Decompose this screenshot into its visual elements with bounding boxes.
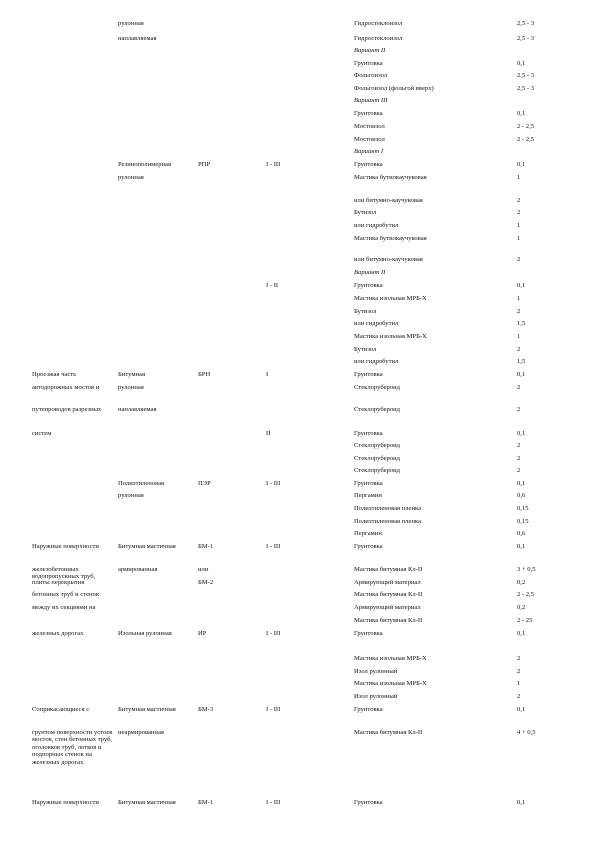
code-cell: или: [198, 566, 209, 573]
thickness-cell: 2,5 - 3: [517, 72, 535, 79]
layer-material-cell: Мастика битумная Кл-II: [354, 566, 423, 573]
table-row: [0, 729, 595, 766]
layer-material-cell: Мастика бутилкаучуковая: [354, 235, 427, 242]
thickness-cell: 0,2: [517, 604, 526, 611]
insulation-type-cell: Битумная мастичная: [118, 706, 176, 713]
thickness-cell: 3 + 0,5: [517, 566, 536, 573]
table-row: [0, 110, 595, 122]
category-cell: I - III: [266, 480, 281, 487]
thickness-cell: 1: [517, 235, 521, 242]
layer-material-cell: Мастика битумная Кл-II: [354, 729, 423, 736]
thickness-cell: 0,1: [517, 480, 526, 487]
table-row: [0, 706, 595, 718]
layer-material-cell: Полиэтиленовая пленка: [354, 505, 422, 512]
layer-material-cell: Грунтовка: [354, 543, 383, 550]
thickness-cell: 0,1: [517, 110, 526, 117]
table-row: [0, 505, 595, 517]
table-row: [0, 256, 595, 268]
layer-material-cell: Грунтовка: [354, 630, 383, 637]
thickness-cell: 2: [517, 693, 521, 700]
layer-material-cell: или битумно-каучуковая: [354, 256, 423, 263]
table-row: [0, 148, 595, 160]
insulation-type-cell: Битумная мастичная: [118, 799, 176, 806]
thickness-cell: 0,1: [517, 543, 526, 550]
table-row: [0, 604, 595, 616]
layer-material-cell: Мастика бутилкаучуковая: [354, 174, 427, 181]
category-cell: II: [266, 430, 271, 437]
layer-material-cell: Армирующий материал: [354, 579, 421, 586]
table-row: [0, 566, 595, 581]
table-row: [0, 269, 595, 281]
table-row: [0, 346, 595, 358]
thickness-cell: 0,1: [517, 282, 526, 289]
layer-material-cell: Мастика изольная МРБ-Х: [354, 680, 427, 687]
thickness-cell: 2,5 - 3: [517, 35, 535, 42]
insulation-type-cell: наплавляемая: [118, 406, 157, 413]
layer-material-cell: или гидробутил: [354, 222, 399, 229]
layer-material-cell: Полиэтиленовая пленка: [354, 518, 422, 525]
table-row: [0, 308, 595, 320]
thickness-cell: 0,6: [517, 492, 526, 499]
table-row: [0, 136, 595, 148]
table-row: [0, 693, 595, 705]
thickness-cell: 1: [517, 333, 521, 340]
layer-material-cell: Стеклорубероид: [354, 406, 401, 413]
layer-material-cell: Мастика битумная Кл-II: [354, 617, 423, 624]
layer-material-cell: Вариант II: [354, 269, 386, 276]
surface-cell: автодорожных мостов и: [32, 384, 100, 391]
layer-material-cell: Грунтовка: [354, 161, 383, 168]
table-row: [0, 209, 595, 221]
layer-material-cell: или гидробутил: [354, 358, 399, 365]
table-row: [0, 799, 595, 811]
thickness-cell: 2: [517, 384, 521, 391]
insulation-type-cell: рулонная: [118, 384, 144, 391]
thickness-cell: 1: [517, 222, 521, 229]
table-row: [0, 72, 595, 84]
thickness-cell: 0,1: [517, 161, 526, 168]
thickness-cell: 0,1: [517, 630, 526, 637]
thickness-cell: 2: [517, 256, 521, 263]
category-cell: I - III: [266, 799, 281, 806]
table-row: [0, 591, 595, 603]
layer-material-cell: Грунтовка: [354, 60, 383, 67]
table-row: [0, 480, 595, 492]
layer-material-cell: Мастика изольная МРБ-Х: [354, 333, 427, 340]
insulation-type-cell: армированная: [118, 566, 158, 573]
table-row: [0, 617, 595, 629]
thickness-cell: 2: [517, 197, 521, 204]
layer-material-cell: Пергамин: [354, 530, 382, 537]
layer-material-cell: Вариант III: [354, 97, 388, 104]
layer-material-cell: Мастика изольная МРБ-Х: [354, 295, 427, 302]
insulation-type-cell: Битумная мастичная: [118, 543, 176, 550]
thickness-cell: 2 - 2,5: [517, 136, 535, 143]
table-row: [0, 430, 595, 442]
layer-material-cell: Вариант II: [354, 47, 386, 54]
layer-material-cell: Мастика битумная Кл-II: [354, 591, 423, 598]
layer-material-cell: Армирующий материал: [354, 604, 421, 611]
thickness-cell: 4 + 0,5: [517, 729, 536, 736]
layer-material-cell: Грунтовка: [354, 480, 383, 487]
category-cell: I: [266, 371, 269, 378]
surface-cell: грунтом поверхности устоев мостов, стен бетонных труб, оголовков труб, лотков и подпорных стенок на железных дорогах: [32, 729, 113, 766]
surface-cell: Наружные поверхности: [32, 799, 99, 806]
insulation-type-cell: Изольная рулонная: [118, 630, 172, 637]
surface-cell: путепроводов разрезных: [32, 406, 102, 413]
surface-cell: железных дорогах: [32, 630, 84, 637]
thickness-cell: 1,5: [517, 320, 526, 327]
thickness-cell: 2 - 25: [517, 617, 533, 624]
table-row: [0, 655, 595, 667]
layer-material-cell: Вариант I: [354, 148, 384, 155]
thickness-cell: 2 - 2,5: [517, 123, 535, 130]
table-row: [0, 630, 595, 642]
table-row: [0, 47, 595, 59]
table-row: [0, 518, 595, 530]
table-row: [0, 467, 595, 479]
surface-cell: Проезжая часть: [32, 371, 77, 378]
table-row: [0, 295, 595, 307]
table-row: [0, 60, 595, 72]
surface-cell: между их секциями на: [32, 604, 96, 611]
thickness-cell: 2: [517, 209, 521, 216]
thickness-cell: 2: [517, 346, 521, 353]
surface-cell: Соприкасающиеся с: [32, 706, 90, 713]
layer-material-cell: Бутизол: [354, 346, 377, 353]
layer-material-cell: Грунтовка: [354, 430, 383, 437]
thickness-cell: 2: [517, 442, 521, 449]
layer-material-cell: Грунтовка: [354, 799, 383, 806]
surface-cell: плиты перекрытия: [32, 579, 85, 586]
layer-material-cell: Стеклорубероид: [354, 442, 401, 449]
table-row: [0, 333, 595, 345]
table-row: [0, 358, 595, 370]
surface-cell: Наружные поверхности: [32, 543, 99, 550]
layer-material-cell: или битумно-каучуковая: [354, 197, 423, 204]
layer-material-cell: Мостоизол: [354, 136, 385, 143]
thickness-cell: 2,5 - 3: [517, 20, 535, 27]
table-row: [0, 543, 595, 555]
thickness-cell: 1: [517, 174, 521, 181]
category-cell: I - III: [266, 706, 281, 713]
insulation-type-cell: рулонная: [118, 492, 144, 499]
code-cell: БМ-2: [198, 579, 214, 586]
table-row: [0, 85, 595, 97]
table-row: [0, 20, 595, 32]
code-cell: РПР: [198, 161, 211, 168]
thickness-cell: 1,5: [517, 358, 526, 365]
layer-material-cell: Стеклорубероид: [354, 384, 401, 391]
thickness-cell: 1: [517, 295, 521, 302]
code-cell: ПЭР: [198, 480, 211, 487]
table-row: [0, 406, 595, 418]
table-row: [0, 35, 595, 47]
layer-material-cell: Гидростеклоизол: [354, 20, 403, 27]
thickness-cell: 2: [517, 668, 521, 675]
category-cell: I - III: [266, 161, 281, 168]
thickness-cell: 0,15: [517, 505, 529, 512]
layer-material-cell: Изол рулонный: [354, 668, 398, 675]
insulation-type-cell: наплавляемая: [118, 35, 157, 42]
thickness-cell: 2: [517, 406, 521, 413]
layer-material-cell: Мостоизол: [354, 123, 385, 130]
table-row: [0, 320, 595, 332]
thickness-cell: 1: [517, 680, 521, 687]
category-cell: I - III: [266, 630, 281, 637]
table-row: [0, 442, 595, 454]
surface-cell: систем: [32, 430, 52, 437]
table-row: [0, 282, 595, 294]
layer-material-cell: Гидростеклоизол: [354, 35, 403, 42]
table-row: [0, 530, 595, 542]
thickness-cell: 0,1: [517, 799, 526, 806]
table-row: [0, 371, 595, 383]
layer-material-cell: Грунтовка: [354, 282, 383, 289]
thickness-cell: 2: [517, 455, 521, 462]
layer-material-cell: Бутизол: [354, 209, 377, 216]
layer-material-cell: Изол рулонный: [354, 693, 398, 700]
table-row: [0, 668, 595, 680]
thickness-cell: 0,2: [517, 579, 526, 586]
table-row: [0, 97, 595, 109]
table-row: [0, 123, 595, 135]
thickness-cell: 2 - 2,5: [517, 591, 535, 598]
table-row: [0, 174, 595, 186]
insulation-type-cell: рулонная: [118, 174, 144, 181]
insulation-type-cell: неармированная: [118, 729, 164, 736]
code-cell: ИР: [198, 630, 207, 637]
thickness-cell: 0,1: [517, 371, 526, 378]
table-row: [0, 161, 595, 173]
layer-material-cell: Грунтовка: [354, 706, 383, 713]
thickness-cell: 2,5 - 3: [517, 85, 535, 92]
table-row: [0, 680, 595, 692]
table-row: [0, 455, 595, 467]
insulation-type-cell: Полиэтиленовая: [118, 480, 165, 487]
thickness-cell: 0,1: [517, 430, 526, 437]
table-row: [0, 579, 595, 591]
layer-material-cell: Стеклорубероид: [354, 455, 401, 462]
code-cell: БМ-1: [198, 799, 214, 806]
layer-material-cell: Фольгоизол (фольгой вверх): [354, 85, 434, 92]
code-cell: БРН: [198, 371, 211, 378]
surface-cell: железобетонных водопропускных труб,: [32, 566, 96, 581]
layer-material-cell: Мастика изольная МРБ-Х: [354, 655, 427, 662]
layer-material-cell: Стеклорубероид: [354, 467, 401, 474]
code-cell: БМ-3: [198, 706, 214, 713]
thickness-cell: 2: [517, 467, 521, 474]
table-row: [0, 384, 595, 396]
layer-material-cell: Грунтовка: [354, 110, 383, 117]
table-row: [0, 235, 595, 247]
insulation-type-cell: рулонная: [118, 20, 144, 27]
layer-material-cell: Бутизол: [354, 308, 377, 315]
table-row: [0, 197, 595, 209]
thickness-cell: 2: [517, 655, 521, 662]
category-cell: I - III: [266, 543, 281, 550]
table-row: [0, 492, 595, 504]
code-cell: БМ-1: [198, 543, 214, 550]
thickness-cell: 2: [517, 308, 521, 315]
table-row: [0, 222, 595, 234]
thickness-cell: 0,6: [517, 530, 526, 537]
layer-material-cell: Фольгоизол: [354, 72, 388, 79]
category-cell: I - II: [266, 282, 279, 289]
insulation-type-cell: Резинополимерная: [118, 161, 171, 168]
surface-cell: бетонных труб и стенок: [32, 591, 100, 598]
insulation-type-cell: Битумная: [118, 371, 145, 378]
layer-material-cell: или гидробутил: [354, 320, 399, 327]
thickness-cell: 0,1: [517, 706, 526, 713]
layer-material-cell: Грунтовка: [354, 371, 383, 378]
thickness-cell: 0,15: [517, 518, 529, 525]
thickness-cell: 0,1: [517, 60, 526, 67]
layer-material-cell: Пергамин: [354, 492, 382, 499]
